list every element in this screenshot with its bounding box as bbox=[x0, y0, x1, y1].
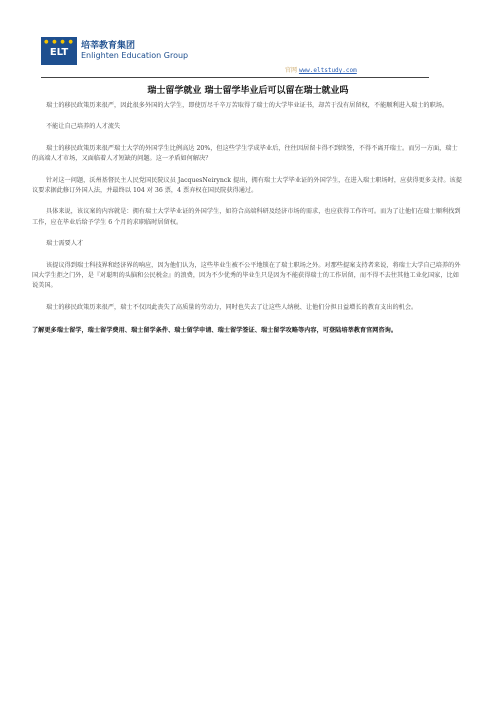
site-link[interactable]: www.eltstudy.com bbox=[298, 67, 357, 74]
paragraph: 瑞士的移民政策历来很严，瑞士不仅因此丧失了高质量的劳动力，同时也失去了让这些人纳税、让他们分担日益增长的教育支出的机会。 bbox=[46, 303, 418, 311]
paragraph: 瑞士的移民政策历来很严瑞士大学的外国学生比例高达 20%，但这些学生学成毕业后，往往因居留卡得不到续签，不得不离开瑞士。而另一方面，瑞士的高端人才市场，又面临着人才短缺的问题。这一矛盾如何解决？ bbox=[32, 144, 458, 163]
site-label: 官网 bbox=[285, 67, 298, 74]
paragraph: 该提议得到瑞士科技界和经济界的响应，因为他们认为，这些毕业生被不公平地锁在了瑞士职场之外。对那些提案支持者来说，将瑞士大学自己培养的外国大学生拒之门外，是『对聪明的头脑和公民税金』的浪费，因为不少优秀的毕业生只是因为不能获得瑞士的工作居留，而不得不去往其他工业化国家，比如说美国。 bbox=[32, 261, 461, 290]
brand-logo bbox=[41, 37, 241, 67]
paragraph: 具体来说，该议案的内容就是：拥有瑞士大学毕业证的外国学生，如符合高端科研及经济市场的需求，也应获得工作许可。而为了让他们在瑞士顺利找到工作，应在毕业后给予学生 6 个月的求职临时居留权。 bbox=[32, 208, 461, 226]
article-title: 瑞士留学就业 瑞士留学毕业后可以留在瑞士就业吗 bbox=[147, 86, 349, 96]
official-site bbox=[285, 65, 357, 74]
logo-name-en: Enlighten Education Group bbox=[81, 51, 189, 60]
logo-dots: ● ● ● ● bbox=[44, 39, 74, 45]
section-heading: 瑞士需要人才 bbox=[46, 240, 84, 248]
call-to-action: 了解更多瑞士留学，瑞士留学费用、瑞士留学条件、瑞士留学申请、瑞士留学签证、瑞士留学攻略等内容，可登陆培莘教育官网咨询。 bbox=[32, 327, 398, 335]
section-heading: 不能让自己培养的人才流失 bbox=[46, 123, 121, 131]
article-body bbox=[32, 101, 462, 338]
header-divider bbox=[41, 77, 429, 78]
logo-name-cn: 培莘教育集团 bbox=[81, 41, 136, 51]
logo-mark-icon bbox=[41, 37, 77, 65]
logo-abbr: ELT bbox=[49, 47, 69, 58]
paragraph: 针对这一问题，沃州基督民主人民党国民院议员 JacquesNeirynck 提出，拥有瑞士大学毕业证的外国学生，在进入瑞士职场时，应获得更多支持。该提议要求据此修订外国人法，并最终以 104 对 36 票，4 票弃权在国民院获得通过。 bbox=[32, 176, 462, 195]
paragraph: 瑞士的移民政策历来很严，因此很多外国的大学生，即使历尽千辛万苦取得了瑞士的大学毕业证书，却苦于没有居留权，不能顺利进入瑞士的职场。 bbox=[46, 102, 449, 109]
